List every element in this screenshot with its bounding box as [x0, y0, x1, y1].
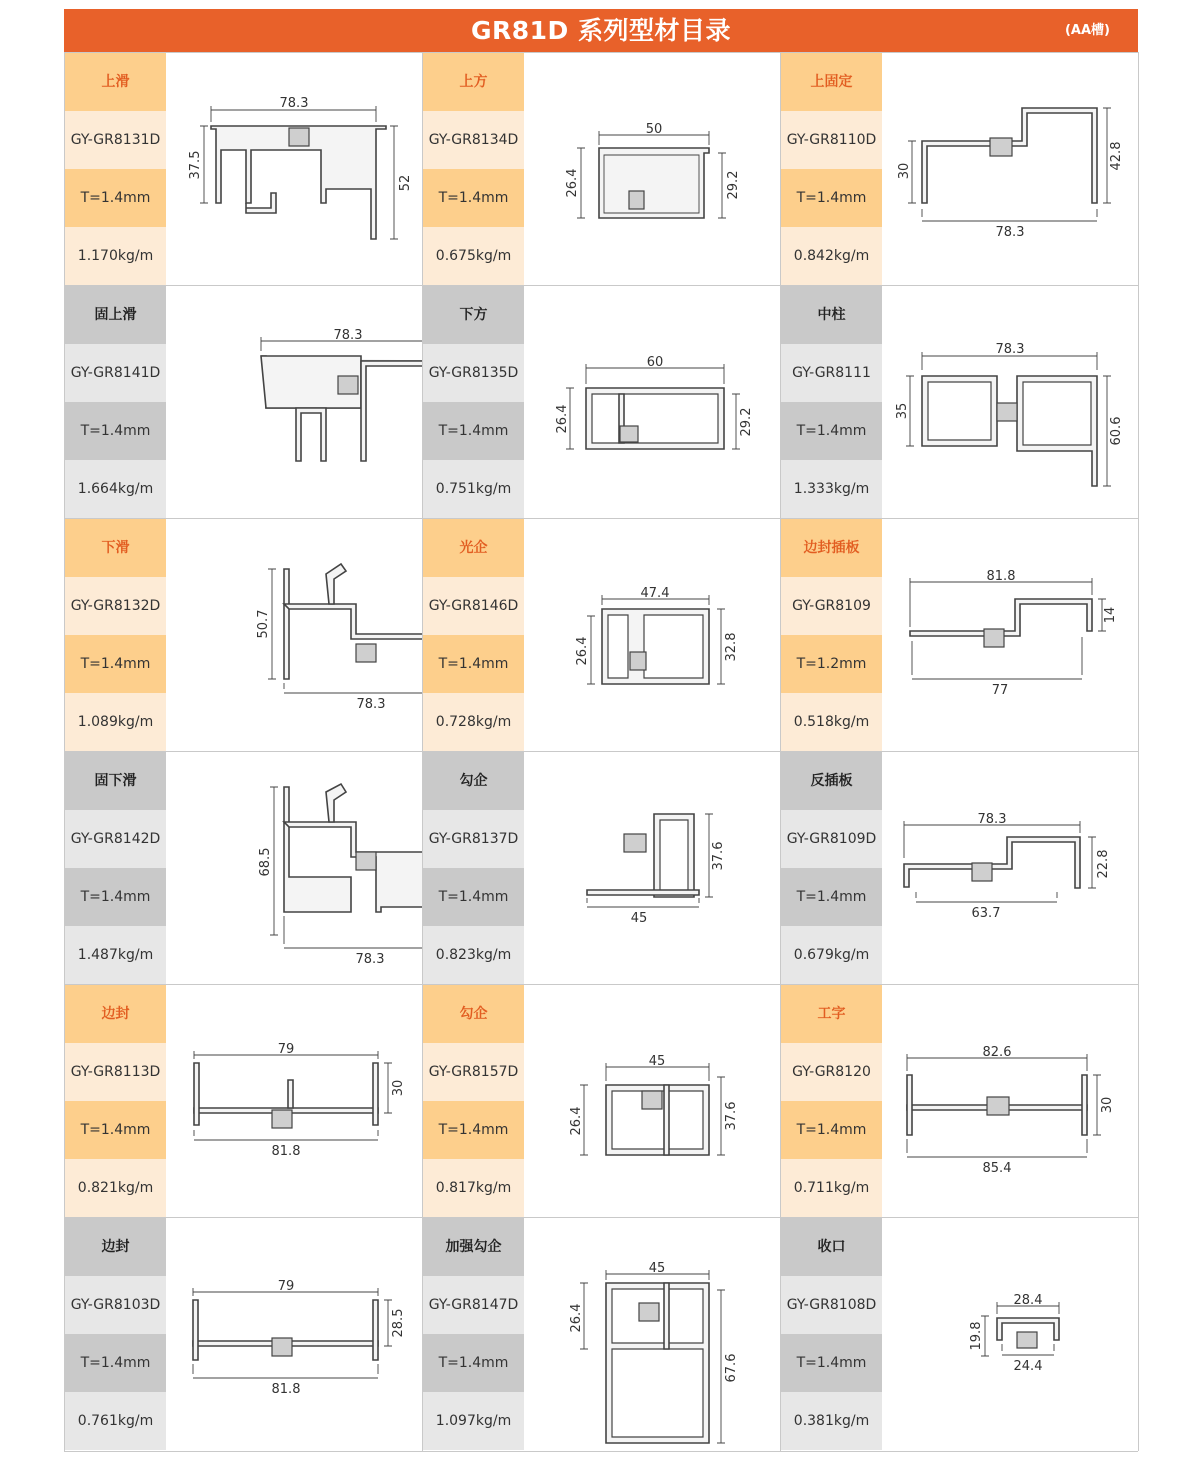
profile-code: GY-GR8141D — [65, 344, 166, 402]
dim-label: 30 — [391, 1079, 406, 1097]
profile-code: GY-GR8103D — [65, 1276, 166, 1334]
profile-info — [781, 53, 882, 285]
profile-name: 加强勾企 — [423, 1218, 524, 1276]
profile-name: 上固定 — [781, 53, 882, 111]
profile-name: 下滑 — [65, 519, 166, 577]
profile-weight: 0.728kg/m — [423, 693, 524, 751]
catalog-row — [65, 751, 1139, 984]
profile-weight: 1.333kg/m — [781, 460, 882, 518]
profile-drawing — [166, 53, 422, 285]
profile-card — [65, 286, 423, 519]
profile-info — [423, 985, 524, 1217]
dim-label: 14 — [1103, 606, 1118, 624]
dim-label: 26.4 — [555, 404, 570, 434]
profile-card — [423, 985, 781, 1218]
dim-label: 30 — [1100, 1096, 1115, 1114]
profile-info — [65, 752, 166, 984]
profile-thickness: T=1.4mm — [65, 402, 166, 460]
profile-drawing — [166, 1218, 422, 1450]
dim-label: 22.8 — [1096, 849, 1111, 879]
profile-weight: 1.170kg/m — [65, 227, 166, 285]
profile-code: GY-GR8142D — [65, 810, 166, 868]
profile-name: 上方 — [423, 53, 524, 111]
profile-card — [423, 1218, 781, 1451]
dim-label: 78.3 — [279, 96, 309, 111]
profile-name: 勾企 — [423, 752, 524, 810]
profile-thickness: T=1.4mm — [781, 402, 882, 460]
profile-info — [423, 286, 524, 518]
profile-weight: 0.817kg/m — [423, 1159, 524, 1217]
dim-label: 79 — [277, 1279, 295, 1294]
dim-label: 78.3 — [995, 342, 1025, 357]
dim-label: 63.7 — [971, 906, 1001, 921]
profile-code: GY-GR8111 — [781, 344, 882, 402]
dim-label: 77 — [991, 683, 1009, 698]
profile-name: 工字 — [781, 985, 882, 1043]
profile-code: GY-GR8109 — [781, 577, 882, 635]
profile-card — [781, 985, 1139, 1218]
dim-label: 78.3 — [995, 225, 1025, 240]
dim-label: 45 — [648, 1054, 666, 1069]
dim-label: 50.7 — [256, 609, 271, 639]
profile-thickness: T=1.4mm — [65, 868, 166, 926]
dim-label: 81.8 — [271, 1144, 301, 1159]
dim-label: 79 — [277, 1042, 295, 1057]
profile-thickness: T=1.4mm — [65, 1334, 166, 1392]
profile-code: GY-GR8147D — [423, 1276, 524, 1334]
profile-weight: 0.679kg/m — [781, 926, 882, 984]
dim-label: 37.6 — [724, 1101, 739, 1131]
profile-info — [781, 1218, 882, 1450]
profile-thickness: T=1.4mm — [65, 169, 166, 227]
profile-name: 固上滑 — [65, 286, 166, 344]
dim-label: 45 — [630, 911, 648, 926]
profile-thickness: T=1.4mm — [781, 1334, 882, 1392]
dim-label: 29.2 — [739, 407, 754, 437]
profile-weight: 1.664kg/m — [65, 460, 166, 518]
dim-label: 78.3 — [333, 328, 363, 343]
profile-name: 光企 — [423, 519, 524, 577]
profile-weight: 0.751kg/m — [423, 460, 524, 518]
profile-code: GY-GR8131D — [65, 111, 166, 169]
profile-info — [65, 1218, 166, 1450]
profile-weight: 0.842kg/m — [781, 227, 882, 285]
profile-code: GY-GR8157D — [423, 1043, 524, 1101]
profile-drawing — [524, 752, 780, 984]
profile-drawing — [882, 519, 1138, 751]
profile-name: 边封 — [65, 1218, 166, 1276]
profile-info — [423, 53, 524, 285]
dim-label: 32.8 — [724, 632, 739, 662]
catalog-row — [65, 52, 1139, 285]
profile-card — [65, 752, 423, 985]
dim-label: 42.8 — [1109, 141, 1124, 171]
profile-card — [781, 53, 1139, 286]
dim-label: 60 — [646, 355, 664, 370]
profile-card — [65, 1218, 423, 1451]
profile-info — [781, 752, 882, 984]
profile-weight: 1.487kg/m — [65, 926, 166, 984]
profile-name: 中柱 — [781, 286, 882, 344]
profile-thickness: T=1.4mm — [65, 1101, 166, 1159]
catalog-row — [65, 984, 1139, 1217]
profile-info — [423, 1218, 524, 1450]
profile-drawing — [166, 519, 422, 751]
profile-drawing — [882, 985, 1138, 1217]
dim-label: 85.4 — [982, 1161, 1012, 1176]
dim-label: 26.4 — [569, 1106, 584, 1136]
profile-thickness: T=1.4mm — [65, 635, 166, 693]
profile-card — [65, 985, 423, 1218]
profile-info — [781, 519, 882, 751]
profile-info — [65, 286, 166, 518]
dim-label: 78.3 — [356, 697, 386, 712]
catalog-header — [64, 9, 1138, 52]
dim-label: 67.6 — [724, 1353, 739, 1383]
profile-weight: 0.675kg/m — [423, 227, 524, 285]
profile-weight: 1.097kg/m — [423, 1392, 524, 1450]
profile-info — [423, 519, 524, 751]
profile-name: 下方 — [423, 286, 524, 344]
dim-label: 35 — [895, 402, 910, 420]
profile-info — [781, 985, 882, 1217]
catalog-row — [65, 285, 1139, 518]
profile-weight: 0.518kg/m — [781, 693, 882, 751]
profile-info — [65, 985, 166, 1217]
profile-thickness: T=1.4mm — [423, 635, 524, 693]
dim-label: 26.4 — [565, 168, 580, 198]
dim-label: 81.8 — [271, 1382, 301, 1397]
profile-thickness: T=1.4mm — [423, 1334, 524, 1392]
profile-code: GY-GR8146D — [423, 577, 524, 635]
profile-card — [781, 286, 1139, 519]
profile-weight: 1.089kg/m — [65, 693, 166, 751]
profile-info — [423, 752, 524, 984]
profile-thickness: T=1.4mm — [423, 868, 524, 926]
profile-weight: 0.761kg/m — [65, 1392, 166, 1450]
profile-card — [423, 752, 781, 985]
profile-drawing — [882, 752, 1138, 984]
profile-name: 边封插板 — [781, 519, 882, 577]
profile-thickness: T=1.4mm — [781, 868, 882, 926]
profile-code: GY-GR8120 — [781, 1043, 882, 1101]
profile-name: 反插板 — [781, 752, 882, 810]
profile-drawing — [524, 286, 780, 518]
profile-card — [423, 286, 781, 519]
catalog-title: GR81D 系列型材目录 — [470, 16, 732, 45]
profile-card — [65, 519, 423, 752]
dim-label: 28.4 — [1013, 1293, 1043, 1308]
profile-name: 边封 — [65, 985, 166, 1043]
profile-drawing — [524, 1218, 780, 1450]
profile-thickness: T=1.4mm — [781, 169, 882, 227]
profile-drawing — [882, 286, 1138, 518]
profile-card — [423, 53, 781, 286]
dim-label: 26.4 — [575, 636, 590, 666]
profile-code: GY-GR8135D — [423, 344, 524, 402]
profile-drawing — [882, 1218, 1138, 1450]
dim-label: 47.4 — [640, 586, 670, 601]
dim-label: 37.6 — [711, 841, 726, 871]
dim-label: 37.5 — [188, 150, 203, 180]
dim-label: 19.8 — [969, 1321, 984, 1351]
profile-thickness: T=1.4mm — [423, 1101, 524, 1159]
profile-code: GY-GR8108D — [781, 1276, 882, 1334]
dim-label: 52 — [398, 174, 413, 192]
dim-label: 81.8 — [986, 569, 1016, 584]
profile-card — [781, 752, 1139, 985]
dim-label: 29.2 — [726, 170, 741, 200]
profile-name: 上滑 — [65, 53, 166, 111]
dim-label: 60.6 — [1109, 416, 1124, 446]
profile-card — [781, 1218, 1139, 1451]
dim-label: 26.4 — [569, 1303, 584, 1333]
catalog-tag: (AA槽) — [1064, 23, 1110, 38]
profile-thickness: T=1.4mm — [423, 402, 524, 460]
dim-label: 50 — [645, 122, 663, 137]
profile-thickness: T=1.2mm — [781, 635, 882, 693]
profile-code: GY-GR8132D — [65, 577, 166, 635]
profile-drawing — [524, 985, 780, 1217]
profile-weight: 0.821kg/m — [65, 1159, 166, 1217]
dim-label: 68.5 — [258, 847, 273, 877]
profile-card — [781, 519, 1139, 752]
profile-thickness: T=1.4mm — [781, 1101, 882, 1159]
profile-name: 勾企 — [423, 985, 524, 1043]
profile-drawing — [166, 752, 422, 984]
profile-drawing — [524, 53, 780, 285]
profile-code: GY-GR8137D — [423, 810, 524, 868]
profile-weight: 0.711kg/m — [781, 1159, 882, 1217]
dim-label: 78.3 — [355, 952, 385, 967]
catalog-row — [65, 1217, 1139, 1450]
profile-card — [65, 53, 423, 286]
profile-card — [423, 519, 781, 752]
profile-name: 固下滑 — [65, 752, 166, 810]
profile-drawing — [882, 53, 1138, 285]
profile-code: GY-GR8109D — [781, 810, 882, 868]
profile-thickness: T=1.4mm — [423, 169, 524, 227]
catalog-page — [64, 9, 1138, 1429]
dim-label: 28.5 — [391, 1308, 406, 1338]
profile-weight: 0.381kg/m — [781, 1392, 882, 1450]
dim-label: 30 — [897, 162, 912, 180]
profile-name: 收口 — [781, 1218, 882, 1276]
profile-info — [65, 519, 166, 751]
profile-code: GY-GR8113D — [65, 1043, 166, 1101]
profile-code: GY-GR8134D — [423, 111, 524, 169]
profile-drawing — [166, 286, 422, 518]
profile-drawing — [166, 985, 422, 1217]
dim-label: 78.3 — [977, 812, 1007, 827]
profile-grid — [64, 52, 1138, 1452]
catalog-row — [65, 518, 1139, 751]
dim-label: 82.6 — [982, 1045, 1012, 1060]
dim-label: 24.4 — [1013, 1359, 1043, 1374]
profile-info — [781, 286, 882, 518]
dim-label: 45 — [648, 1261, 666, 1276]
profile-weight: 0.823kg/m — [423, 926, 524, 984]
profile-info — [65, 53, 166, 285]
profile-drawing — [524, 519, 780, 751]
profile-code: GY-GR8110D — [781, 111, 882, 169]
